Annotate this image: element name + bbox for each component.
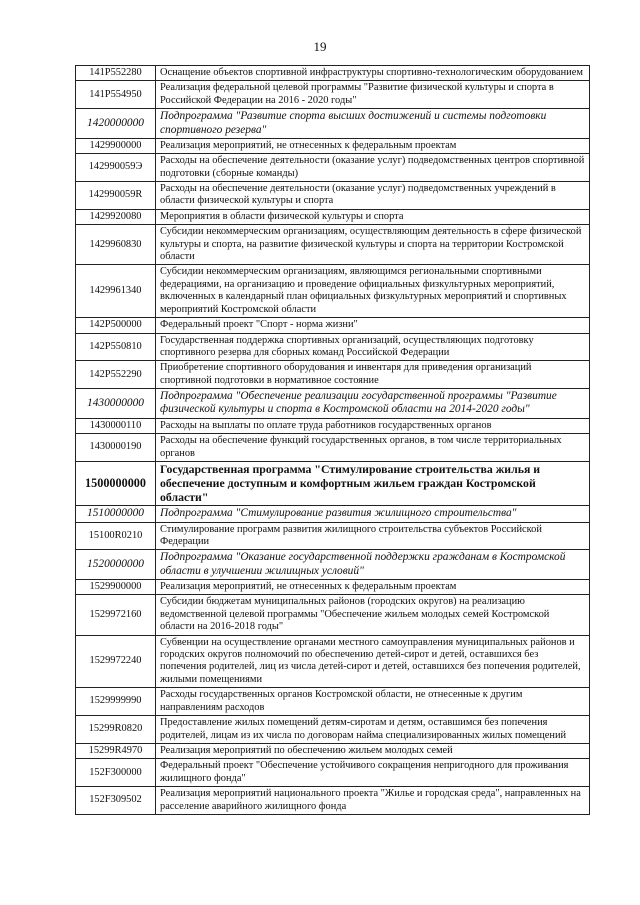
table-row [76,225,590,265]
expense-code-cell: 1420000000 [76,109,156,139]
budget-classification-table [75,65,590,815]
expense-code-cell: 15100R0210 [76,522,156,550]
table-row [76,759,590,787]
table-row [76,361,590,389]
expense-name-cell: Государственная поддержка спортивных организаций, осуществляющих подготовку спортивного резерва для сборных команд Российской Федерации [156,333,590,361]
expense-code-cell: 1429920080 [76,209,156,224]
expense-name-cell: Субвенции на осуществление органами местного самоуправления муниципальных районов и городских округов полномочий по обеспечению детей-сирот и детей, оставшихся без попечения родителей, лиц из числа детей-сирот и детей, оставшихся без попечения родителей, жилыми помещениями [156,635,590,688]
expense-name-cell: Расходы на обеспечение деятельности (оказание услуг) подведомственных учреждений в области физической культуры и спорта [156,182,590,210]
table-row [76,434,590,462]
expense-code-cell: 142P550810 [76,333,156,361]
expense-name-cell: Подпрограмма "Стимулирование развития жилищного строительства" [156,506,590,522]
expense-code-cell: 1429960830 [76,225,156,265]
expense-name-cell: Реализация мероприятий национального проекта "Жилье и городская среда", направленных на расселение аварийного жилищного фонда [156,787,590,815]
table-row [76,580,590,595]
expense-code-cell: 152F300000 [76,759,156,787]
expense-name-cell: Субсидии некоммерческим организациям, являющимся региональными спортивными федерациями, на организацию и проведение официальных физкультурных мероприятий, включенных в календарный план официальных физкультурных мероприятий и спортивных мероприятий Костромской области [156,265,590,318]
table-row [76,81,590,109]
table-row [76,333,590,361]
expense-name-cell: Оснащение объектов спортивной инфраструктуры спортивно-технологическим оборудованием [156,66,590,81]
table-body [76,66,590,815]
expense-code-cell: 141P552280 [76,66,156,81]
expense-name-cell: Подпрограмма "Обеспечение реализации государственной программы "Развитие физической культуры и спорта в Костромской области на 2014-2020 годы" [156,389,590,419]
expense-code-cell: 15299R0820 [76,716,156,744]
expense-name-cell: Приобретение спортивного оборудования и инвентаря для приведения организаций спортивной подготовки в нормативное состояние [156,361,590,389]
expense-code-cell: 1529972240 [76,635,156,688]
table-row [76,688,590,716]
table-row [76,550,590,580]
table-row [76,635,590,688]
table-row [76,109,590,139]
table-row [76,787,590,815]
expense-code-cell: 1430000000 [76,389,156,419]
expense-code-cell: 1520000000 [76,550,156,580]
table-row [76,595,590,635]
expense-name-cell: Государственная программа "Стимулирование строительства жилья и обеспечение доступным и комфортным жильем граждан Костромской области" [156,461,590,505]
expense-code-cell: 142990059Э [76,154,156,182]
expense-name-cell: Субсидии некоммерческим организациям, осуществляющим деятельность в сфере физической культуры и спорта, на развитие физической культуры и спорта на территории Костромской области [156,225,590,265]
expense-name-cell: Реализация мероприятий, не отнесенных к федеральным проектам [156,138,590,153]
expense-name-cell: Мероприятия в области физической культуры и спорта [156,209,590,224]
expense-name-cell: Реализация федеральной целевой программы "Развитие физической культуры и спорта в Российской Федерации на 2016 - 2020 годы" [156,81,590,109]
expense-name-cell: Федеральный проект "Обеспечение устойчивого сокращения непригодного для проживания жилищного фонда" [156,759,590,787]
expense-code-cell: 142990059R [76,182,156,210]
expense-name-cell: Реализация мероприятий по обеспечению жильем молодых семей [156,743,590,758]
expense-code-cell: 142P500000 [76,318,156,333]
expense-code-cell: 1429900000 [76,138,156,153]
expense-name-cell: Субсидии бюджетам муниципальных районов (городских округов) на реализацию ведомственной целевой программы "Обеспечение жильем молодых семей Костромской области на 2016-2018 годы" [156,595,590,635]
expense-code-cell: 1510000000 [76,506,156,522]
expense-name-cell: Расходы государственных органов Костромской области, не отнесенные к другим направлениям расходов [156,688,590,716]
expense-name-cell: Расходы на обеспечение функций государственных органов, в том числе территориальных органов [156,434,590,462]
expense-name-cell: Подпрограмма "Оказание государственной поддержки гражданам в Костромской области в улучшении жилищных условий" [156,550,590,580]
table-row [76,522,590,550]
table-row [76,209,590,224]
expense-code-cell: 1529900000 [76,580,156,595]
table-row [76,418,590,433]
expense-name-cell: Стимулирование программ развития жилищного строительства субъектов Российской Федерации [156,522,590,550]
expense-name-cell: Реализация мероприятий, не отнесенных к федеральным проектам [156,580,590,595]
expense-code-cell: 1529999990 [76,688,156,716]
expense-code-cell: 1430000110 [76,418,156,433]
table-row [76,182,590,210]
page-number: 19 [313,39,327,54]
expense-name-cell: Расходы на выплаты по оплате труда работников государственных органов [156,418,590,433]
expense-code-cell: 142P552290 [76,361,156,389]
expense-code-cell: 152F309502 [76,787,156,815]
expense-name-cell: Подпрограмма "Развитие спорта высших достижений и системы подготовки спортивного резерва" [156,109,590,139]
table-row [76,716,590,744]
table-row [76,66,590,81]
expense-code-cell: 1529972160 [76,595,156,635]
expense-name-cell: Федеральный проект "Спорт - норма жизни" [156,318,590,333]
table-row [76,461,590,505]
expense-code-cell: 1429961340 [76,265,156,318]
table-row [76,318,590,333]
table-row [76,265,590,318]
table-row [76,138,590,153]
expense-code-cell: 1430000190 [76,434,156,462]
expense-code-cell: 15299R4970 [76,743,156,758]
expense-code-cell: 141P554950 [76,81,156,109]
table-row [76,389,590,419]
expense-name-cell: Расходы на обеспечение деятельности (оказание услуг) подведомственных центров спортивной подготовки (сборные команды) [156,154,590,182]
table-row [76,154,590,182]
expense-name-cell: Предоставление жилых помещений детям-сиротам и детям, оставшимся без попечения родителей, лицам из их числа по договорам найма специализированных жилых помещений [156,716,590,744]
expense-code-cell: 1500000000 [76,461,156,505]
table-row [76,506,590,522]
table-row [76,743,590,758]
